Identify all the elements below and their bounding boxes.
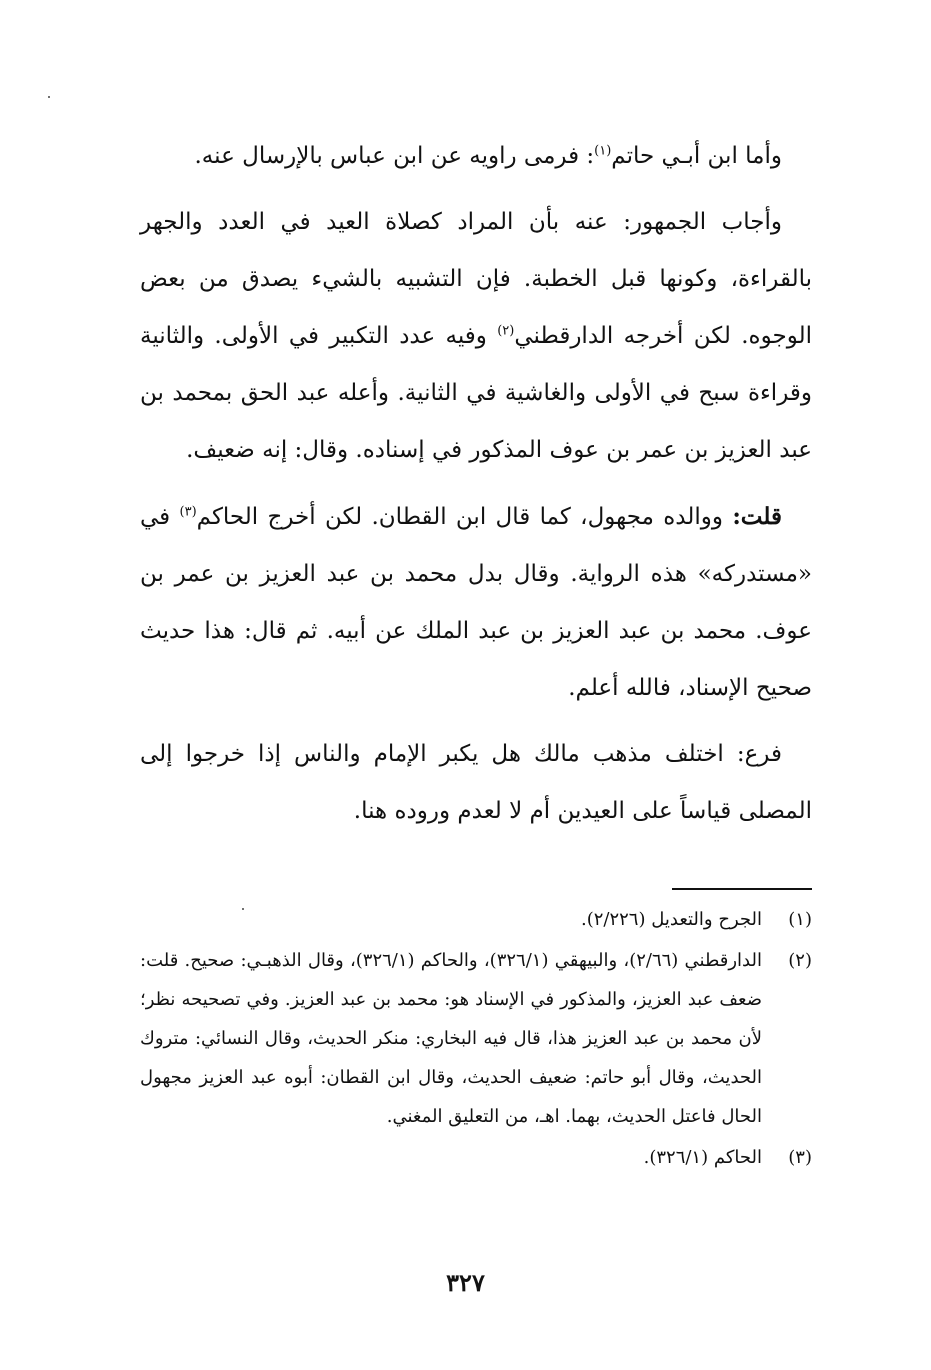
footnote-text: الحاكم (٣٢٦/١). (643, 1147, 762, 1168)
footnote-number: (٣) (788, 1147, 812, 1168)
main-text (140, 128, 812, 840)
footnote-number: (٢) (788, 950, 812, 971)
paragraph-3-text-b: في «مستدركه» هذه الرواية. وقال بدل محمد بن عبد العزيز بن عمر بن عوف. محمد بن عبد العزيز بن عبد الملك عن أبيه. ثم قال: هذا حديث صحيح الإسناد، فالله أعلم. (140, 504, 812, 701)
footnote-text: الجرح والتعديل (٢/٢٢٦). (580, 909, 762, 930)
paragraph-1 (140, 128, 812, 185)
footnote-ref-2[interactable]: (٢) (497, 323, 515, 339)
footnote-ref-3[interactable]: (٣) (179, 504, 197, 520)
scan-speck (48, 96, 50, 98)
paragraph-3-text-a: ووالده مجهول، كما قال ابن القطان. لكن أخرج الحاكم (196, 504, 733, 530)
paragraph-1-text-b: : فرمى راويه عن ابن عباس بالإرسال عنه. (194, 143, 595, 169)
paragraph-2 (140, 194, 812, 479)
footnote-3 (140, 1138, 812, 1177)
paragraph-3 (140, 488, 812, 717)
footnote-text: الدارقطني (٢/٦٦)، والبيهقي (٣٢٦/١)، والحاكم (٣٢٦/١)، وقال الذهبـي: صحيح. قلت: ضعف عبد العزيز، والمذكور في الإسناد هو: محمد بن عبد العزيز. وفي تصحيحه نظر؛ لأن محمد بن عبد العزيز هذا، قال فيه البخاري: منكر الحديث، وقال النسائي: متروك الحديث، وقال أبو حاتم: ضعيف الحديث، وقال ابن القطان: أبوه عبد العزيز مجهول الحال فاعتل الحديث، بهما. اهـ، من التعليق المغني. (140, 950, 762, 1127)
qultu-label: قلت: (732, 503, 782, 530)
paragraph-1-text-a: وأما ابن أبـي حاتم (611, 143, 782, 169)
paragraph-2-text-a: وأجاب الجمهور: عنه بأن المراد كصلاة العيد في العدد والجهر بالقراءة، وكونها قبل الخطبة. فإن التشبيه بالشيء يصدق من بعض الوجوه. لكن أخرجه الدارقطني (140, 209, 812, 349)
page-number: ٣٢٧ (446, 1268, 485, 1297)
paragraph-2-text-b: وفيه عدد التكبير في الأولى. والثانية وقراءة سبح في الأولى والغاشية في الثانية. وأعله عبد الحق بمحمد بن عبد العزيز بن عمر بن عوف المذكور في إسناده. وقال: إنه ضعيف. (140, 323, 812, 463)
footnote-1 (140, 900, 812, 939)
footnote-2 (140, 941, 812, 1136)
footnotes (140, 900, 812, 1177)
footnote-separator (672, 888, 812, 890)
footnote-ref-1[interactable]: (١) (594, 143, 612, 159)
paragraph-4-text: فرع: اختلف مذهب مالك هل يكبر الإمام والناس إذا خرجوا إلى المصلى قياساً على العيدين أم لا لعدم وروده هنا. (140, 741, 812, 824)
scan-speck (242, 908, 244, 910)
footnote-number: (١) (788, 909, 812, 930)
paragraph-4 (140, 726, 812, 840)
